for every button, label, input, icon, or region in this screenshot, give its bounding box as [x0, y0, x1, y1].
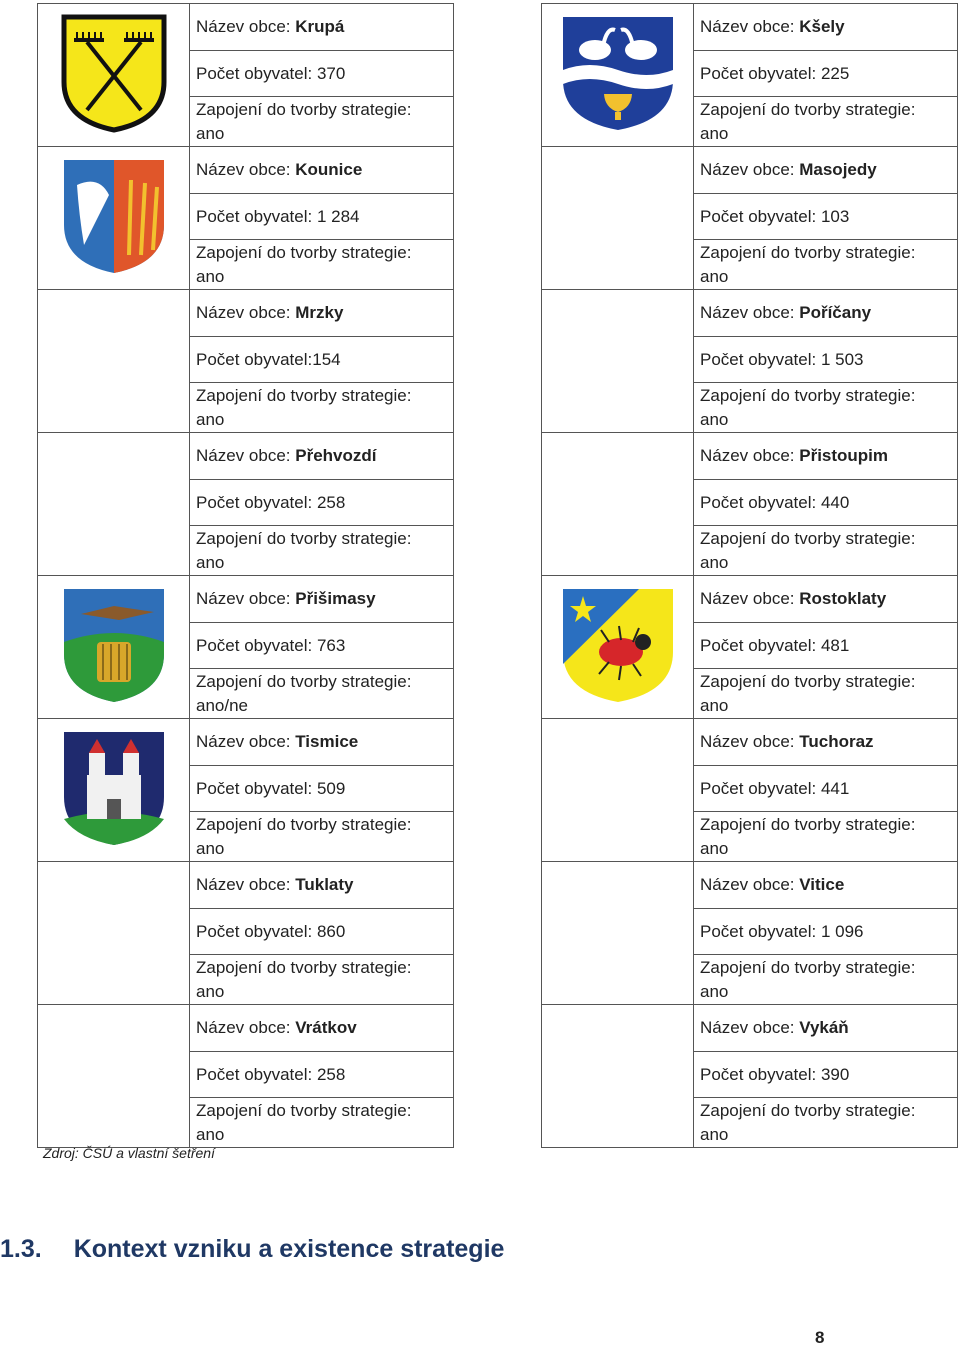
- involvement-value: ano: [196, 981, 225, 1001]
- crest-cell: [542, 4, 694, 146]
- involvement-label: Zapojení do tvorby strategie:: [700, 957, 916, 977]
- municipality-name-cell: [694, 1005, 957, 1051]
- name-label: Název obce:: [700, 160, 800, 179]
- population: Počet obyvatel: 370: [190, 50, 453, 96]
- municipality-name: Mrzky: [295, 303, 344, 322]
- involvement-value: ano: [700, 1124, 729, 1144]
- municipality-info: [190, 4, 454, 146]
- municipality-table-left: [37, 3, 454, 1148]
- name-label: Název obce:: [196, 446, 296, 465]
- municipality-entry: [37, 575, 454, 718]
- name-label: Název obce:: [196, 1018, 296, 1037]
- section-number: 1.3.: [0, 1235, 42, 1263]
- name-label: Název obce:: [700, 1018, 800, 1037]
- population: Počet obyvatel:154: [190, 336, 453, 382]
- municipality-info: [190, 1005, 454, 1147]
- municipality-name: Kšely: [799, 17, 845, 36]
- crest-cell: [38, 862, 190, 1004]
- municipality-name: Tuchoraz: [799, 732, 874, 751]
- municipality-name: Kounice: [295, 160, 363, 179]
- municipality-info: [190, 862, 454, 1004]
- strategy-involvement-cell: [190, 811, 453, 861]
- population: Počet obyvatel: 481: [694, 622, 957, 668]
- crest-cell: [542, 433, 694, 575]
- crest-cell: [38, 433, 190, 575]
- municipality-name-cell: [694, 290, 957, 336]
- strategy-involvement-cell: [694, 525, 957, 575]
- involvement-label: Zapojení do tvorby strategie:: [196, 242, 412, 262]
- municipality-name: Přišimasy: [295, 589, 376, 608]
- municipality-entry: [37, 861, 454, 1004]
- involvement-value: ano: [196, 1124, 225, 1144]
- municipality-name: Tismice: [295, 732, 359, 751]
- municipality-entry: [37, 432, 454, 575]
- municipality-info: [694, 4, 958, 146]
- population: Počet obyvatel: 258: [190, 1051, 453, 1097]
- municipality-info: [190, 147, 454, 289]
- yellow-crossed-rakes-crest-icon: [59, 4, 169, 139]
- involvement-value: ano: [196, 838, 225, 858]
- municipality-entry: [541, 289, 958, 432]
- crest-cell: [38, 290, 190, 432]
- crest-cell: [542, 147, 694, 289]
- strategy-involvement-cell: [694, 954, 957, 1004]
- municipality-name-cell: [190, 862, 453, 908]
- crest-cell: [542, 576, 694, 718]
- municipality-name: Rostoklaty: [799, 589, 887, 608]
- municipality-name-cell: [190, 290, 453, 336]
- involvement-label: Zapojení do tvorby strategie:: [196, 957, 412, 977]
- crest-cell: [542, 862, 694, 1004]
- involvement-label: Zapojení do tvorby strategie:: [196, 99, 412, 119]
- municipality-table-right: [541, 3, 958, 1148]
- population: Počet obyvatel: 1 096: [694, 908, 957, 954]
- section-heading: [0, 1235, 504, 1264]
- name-label: Název obce:: [700, 589, 800, 608]
- involvement-label: Zapojení do tvorby strategie:: [700, 671, 916, 691]
- star-beetle-crest-icon: [559, 576, 677, 711]
- involvement-value: ano: [196, 409, 225, 429]
- crest-cell: [38, 576, 190, 718]
- strategy-involvement-cell: [190, 96, 453, 146]
- involvement-label: Zapojení do tvorby strategie:: [700, 242, 916, 262]
- involvement-label: Zapojení do tvorby strategie:: [196, 1100, 412, 1120]
- municipality-name: Krupá: [295, 17, 345, 36]
- name-label: Název obce:: [700, 875, 800, 894]
- involvement-label: Zapojení do tvorby strategie:: [700, 1100, 916, 1120]
- municipality-name: Poříčany: [799, 303, 872, 322]
- strategy-involvement-cell: [694, 811, 957, 861]
- involvement-value: ano: [700, 981, 729, 1001]
- municipality-info: [694, 1005, 958, 1147]
- crest-cell: [38, 1005, 190, 1147]
- municipality-name-cell: [190, 147, 453, 193]
- population: Počet obyvatel: 509: [190, 765, 453, 811]
- name-label: Název obce:: [700, 446, 800, 465]
- municipality-info: [694, 290, 958, 432]
- population: Počet obyvatel: 441: [694, 765, 957, 811]
- municipality-info: [190, 290, 454, 432]
- involvement-label: Zapojení do tvorby strategie:: [700, 528, 916, 548]
- municipality-entry: [37, 146, 454, 289]
- strategy-involvement-cell: [190, 1097, 453, 1147]
- municipality-name: Tuklaty: [295, 875, 354, 894]
- municipality-name-cell: [694, 576, 957, 622]
- municipality-info: [190, 576, 454, 718]
- municipality-name-cell: [190, 719, 453, 765]
- involvement-value: ano: [700, 552, 729, 572]
- municipality-name-cell: [190, 433, 453, 479]
- municipality-entry: [541, 718, 958, 861]
- municipality-name: Vykáň: [799, 1018, 849, 1037]
- municipality-info: [694, 719, 958, 861]
- municipality-entry: [541, 146, 958, 289]
- municipality-name-cell: [694, 4, 957, 50]
- strategy-involvement-cell: [694, 668, 957, 718]
- municipality-info: [694, 576, 958, 718]
- involvement-label: Zapojení do tvorby strategie:: [700, 99, 916, 119]
- population: Počet obyvatel: 1 503: [694, 336, 957, 382]
- involvement-value: ano: [700, 409, 729, 429]
- crest-cell: [38, 719, 190, 861]
- geese-chalice-crest-icon: [559, 4, 677, 139]
- name-label: Název obce:: [700, 732, 800, 751]
- strategy-involvement-cell: [190, 525, 453, 575]
- municipality-entry: [541, 861, 958, 1004]
- section-title: Kontext vzniku a existence strategie: [73, 1235, 505, 1263]
- bird-sheaf-crest-icon: [59, 576, 169, 711]
- involvement-value: ano: [196, 266, 225, 286]
- involvement-value: ano: [700, 266, 729, 286]
- municipality-entry: [37, 718, 454, 861]
- involvement-label: Zapojení do tvorby strategie:: [196, 528, 412, 548]
- name-label: Název obce:: [700, 17, 800, 36]
- church-towers-crest-icon: [59, 719, 169, 854]
- strategy-involvement-cell: [694, 382, 957, 432]
- population: Počet obyvatel: 860: [190, 908, 453, 954]
- population: Počet obyvatel: 225: [694, 50, 957, 96]
- crest-cell: [38, 147, 190, 289]
- strategy-involvement-cell: [190, 239, 453, 289]
- name-label: Název obce:: [196, 732, 296, 751]
- municipality-name-cell: [190, 576, 453, 622]
- name-label: Název obce:: [196, 303, 296, 322]
- population: Počet obyvatel: 763: [190, 622, 453, 668]
- municipality-info: [694, 862, 958, 1004]
- strategy-involvement-cell: [190, 382, 453, 432]
- municipality-name: Masojedy: [799, 160, 877, 179]
- municipality-name-cell: [694, 862, 957, 908]
- municipality-entry: [37, 1004, 454, 1148]
- municipality-name-cell: [694, 719, 957, 765]
- crest-cell: [542, 719, 694, 861]
- eagle-wheat-crest-icon: [59, 147, 169, 282]
- involvement-label: Zapojení do tvorby strategie:: [196, 671, 412, 691]
- involvement-label: Zapojení do tvorby strategie:: [196, 385, 412, 405]
- crest-cell: [542, 290, 694, 432]
- involvement-value: ano: [700, 838, 729, 858]
- strategy-involvement-cell: [694, 96, 957, 146]
- municipality-entry: [541, 432, 958, 575]
- involvement-value: ano: [196, 123, 225, 143]
- population: Počet obyvatel: 103: [694, 193, 957, 239]
- strategy-involvement-cell: [694, 239, 957, 289]
- involvement-value: ano: [700, 695, 729, 715]
- population: Počet obyvatel: 1 284: [190, 193, 453, 239]
- municipality-info: [694, 147, 958, 289]
- population: Počet obyvatel: 440: [694, 479, 957, 525]
- involvement-label: Zapojení do tvorby strategie:: [700, 385, 916, 405]
- name-label: Název obce:: [196, 589, 296, 608]
- municipality-name: Přehvozdí: [295, 446, 377, 465]
- crest-cell: [38, 4, 190, 146]
- strategy-involvement-cell: [694, 1097, 957, 1147]
- municipality-entry: [37, 3, 454, 146]
- name-label: Název obce:: [196, 17, 296, 36]
- municipality-entry: [37, 289, 454, 432]
- crest-cell: [542, 1005, 694, 1147]
- involvement-value: ano/ne: [196, 695, 248, 715]
- municipality-name: Vitice: [799, 875, 845, 894]
- involvement-label: Zapojení do tvorby strategie:: [196, 814, 412, 834]
- municipality-name-cell: [694, 433, 957, 479]
- municipality-name-cell: [190, 1005, 453, 1051]
- municipality-entry: [541, 3, 958, 146]
- municipality-name: Vrátkov: [295, 1018, 357, 1037]
- municipality-info: [694, 433, 958, 575]
- municipality-entry: [541, 1004, 958, 1148]
- population: Počet obyvatel: 390: [694, 1051, 957, 1097]
- municipality-name-cell: [694, 147, 957, 193]
- name-label: Název obce:: [196, 160, 296, 179]
- name-label: Název obce:: [196, 875, 296, 894]
- name-label: Název obce:: [700, 303, 800, 322]
- municipality-entry: [541, 575, 958, 718]
- strategy-involvement-cell: [190, 954, 453, 1004]
- page-number: 8: [815, 1328, 825, 1347]
- involvement-value: ano: [196, 552, 225, 572]
- municipality-name: Přistoupim: [799, 446, 889, 465]
- involvement-value: ano: [700, 123, 729, 143]
- source-note: Zdroj: ČSÚ a vlastní šetření: [43, 1145, 215, 1161]
- municipality-info: [190, 719, 454, 861]
- municipality-info: [190, 433, 454, 575]
- involvement-label: Zapojení do tvorby strategie:: [700, 814, 916, 834]
- population: Počet obyvatel: 258: [190, 479, 453, 525]
- municipality-name-cell: [190, 4, 453, 50]
- strategy-involvement-cell: [190, 668, 453, 718]
